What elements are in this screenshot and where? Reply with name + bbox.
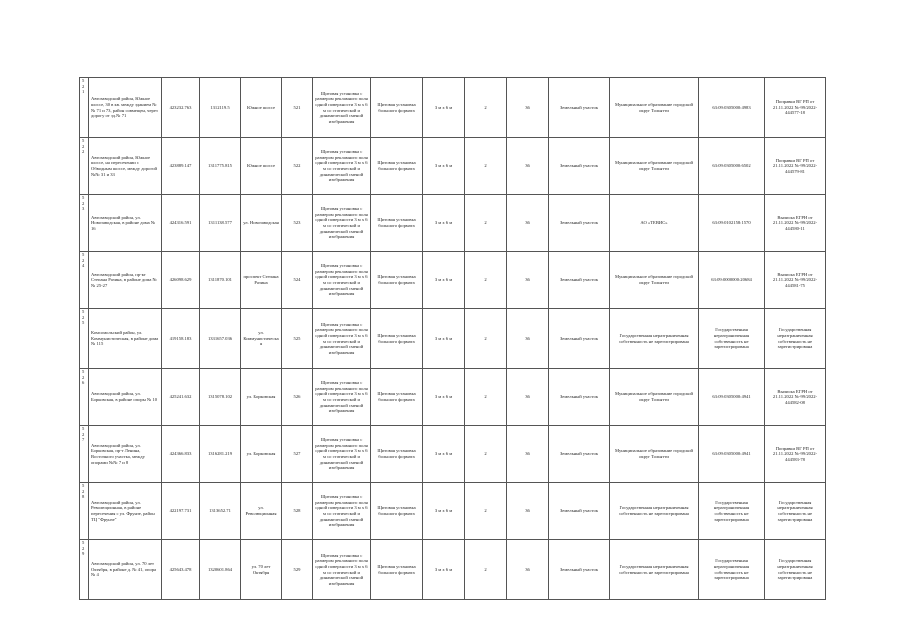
cadastral-number-cell: 63:09:0305000:4983	[699, 78, 765, 138]
registration-note-cell: Поправки ВГ РП от 21.11.2022 №-99/2022-444577-18	[765, 78, 826, 138]
construction-type-cell: Щитовая установка с размером рекламного поля одной поверхности 3 м х 6 м со статической и динамической сменой изображения	[313, 195, 371, 252]
sides-count-cell: 2	[465, 195, 507, 252]
area-cell: 36	[507, 78, 549, 138]
area-cell: 36	[507, 195, 549, 252]
land-type-cell: Земельный участок	[549, 540, 610, 600]
address-cell: Комсомольский район, ул. Коммунистическая, в районе дома № 115	[89, 309, 162, 369]
address-cell: Автозаводский район, ул. 70 лет Октября, в районе д. № 41, опора № 4	[89, 540, 162, 600]
location-number-cell: 525	[282, 309, 313, 369]
table-row	[80, 252, 826, 309]
table-row	[80, 195, 826, 252]
row-number: 521	[80, 78, 89, 138]
cadastral-number-cell: Государственная неразграниченная собственность не зарегистрирована	[699, 540, 765, 600]
construction-kind-cell: Щитовая установка большого формата	[371, 426, 423, 483]
construction-type-cell: Щитовая установка с размером рекламного поля одной поверхности 3 м х 6 м со статической и динамической сменой изображения	[313, 309, 371, 369]
land-type-cell: Земельный участок	[549, 252, 610, 309]
construction-kind-cell: Щитовая установка большого формата	[371, 309, 423, 369]
area-cell: 36	[507, 309, 549, 369]
sides-count-cell: 2	[465, 309, 507, 369]
sides-count-cell: 2	[465, 426, 507, 483]
field-size-cell: 3 м х 6 м	[423, 195, 465, 252]
owner-cell: Государственная неразграниченная собственность не зарегистрирована	[610, 483, 699, 540]
document-page	[79, 77, 825, 600]
address-cell: Автозаводский район, пр-кт Степана Разина, в районе дома №№ 25-27	[89, 252, 162, 309]
cadastral-number-cell: 63:09:0305000:4941	[699, 369, 765, 426]
row-number: 525	[80, 309, 89, 369]
land-type-cell: Земельный участок	[549, 78, 610, 138]
construction-type-cell: Щитовая установка с размером рекламного поля одной поверхности 3 м х 6 м со статической и динамической сменой изображения	[313, 252, 371, 309]
sides-count-cell: 2	[465, 252, 507, 309]
coord-x-cell: 422197.731	[162, 483, 200, 540]
coord-y-cell: 1320601.864	[200, 540, 241, 600]
street-cell: проспект Степана Разина	[241, 252, 282, 309]
land-type-cell: Земельный участок	[549, 426, 610, 483]
field-size-cell: 3 м х 6 м	[423, 369, 465, 426]
table-row	[80, 540, 826, 600]
row-number: 529	[80, 540, 89, 600]
coord-x-cell: 425643.478	[162, 540, 200, 600]
area-cell: 36	[507, 138, 549, 195]
address-cell: Автозаводский район, ул. Борковская, пр-т Ленина, Восточного участка, между опорами №№ 7 и 8	[89, 426, 162, 483]
construction-kind-cell: Щитовая установка большого формата	[371, 195, 423, 252]
area-cell: 36	[507, 483, 549, 540]
coord-y-cell: 1331657.036	[200, 309, 241, 369]
street-cell: ул. 70 лет Октября	[241, 540, 282, 600]
coord-x-cell: 425241.632	[162, 369, 200, 426]
coord-y-cell: 1312119.5	[200, 78, 241, 138]
field-size-cell: 3 м х 6 м	[423, 309, 465, 369]
street-cell: ул. Борковская	[241, 426, 282, 483]
table-row	[80, 78, 826, 138]
location-number-cell: 528	[282, 483, 313, 540]
registration-note-cell: Государственная неразграниченная собственность не зарегистрирована	[765, 483, 826, 540]
registration-note-cell: Поправки ВГ РП от 21.11.2022 №-99/2022-444583-78	[765, 426, 826, 483]
location-number-cell: 527	[282, 426, 313, 483]
coord-y-cell: 1311138.577	[200, 195, 241, 252]
address-cell: Автозаводский район, Южное шоссе, на пересечении с Обводным шоссе, между дорогой №№ 31 и 33	[89, 138, 162, 195]
construction-kind-cell: Щитовая установка большого формата	[371, 483, 423, 540]
ad-placement-table	[79, 77, 826, 600]
row-number: 527	[80, 426, 89, 483]
table-row	[80, 426, 826, 483]
registration-note-cell: Выписка ЕГРН от 21.11.2022 №-99/2022-444582-08	[765, 369, 826, 426]
address-cell: Автозаводский район, ул. Новозаводская, в районе дома № 16	[89, 195, 162, 252]
cadastral-number-cell: 63:09:0000000:20684	[699, 252, 765, 309]
owner-cell: Государственная неразграниченная собственность не зарегистрирована	[610, 540, 699, 600]
coord-y-cell: 1311870.101	[200, 252, 241, 309]
owner-cell: Муниципальное образование городской округ Тольятти	[610, 138, 699, 195]
cadastral-number-cell: Государственная неразграниченная собственность не зарегистрирована	[699, 309, 765, 369]
coord-y-cell: 1311775.815	[200, 138, 241, 195]
row-number: 523	[80, 195, 89, 252]
cadastral-number-cell: Государственная неразграниченная собственность не зарегистрирована	[699, 483, 765, 540]
coord-y-cell: 1313652.71	[200, 483, 241, 540]
registration-note-cell: Выписка ЕГРН от 21.11.2022 №-99/2022-444581-75	[765, 252, 826, 309]
location-number-cell: 522	[282, 138, 313, 195]
location-number-cell: 521	[282, 78, 313, 138]
street-cell: Южное шоссе	[241, 138, 282, 195]
coord-x-cell: 423889.147	[162, 138, 200, 195]
field-size-cell: 3 м х 6 м	[423, 483, 465, 540]
coord-x-cell: 426098.629	[162, 252, 200, 309]
street-cell: ул. Борковская	[241, 369, 282, 426]
sides-count-cell: 2	[465, 78, 507, 138]
row-number: 522	[80, 138, 89, 195]
construction-type-cell: Щитовая установка с размером рекламного поля одной поверхности 3 м х 6 м со статической и динамической сменой изображения	[313, 540, 371, 600]
row-number: 528	[80, 483, 89, 540]
registration-note-cell: Государственная неразграниченная собственность не зарегистрирована	[765, 540, 826, 600]
location-number-cell: 529	[282, 540, 313, 600]
table-row	[80, 138, 826, 195]
land-type-cell: Земельный участок	[549, 138, 610, 195]
coord-x-cell: 419158.183	[162, 309, 200, 369]
table-row	[80, 369, 826, 426]
construction-type-cell: Щитовая установка с размером рекламного поля одной поверхности 3 м х 6 м со статической и динамической сменой изображения	[313, 426, 371, 483]
owner-cell: Муниципальное образование городской округ Тольятти	[610, 78, 699, 138]
street-cell: ул. Коммунистическая	[241, 309, 282, 369]
field-size-cell: 3 м х 6 м	[423, 426, 465, 483]
sides-count-cell: 2	[465, 369, 507, 426]
street-cell: ул. Новозаводская	[241, 195, 282, 252]
owner-cell: Муниципальное образование городской округ Тольятти	[610, 369, 699, 426]
construction-kind-cell: Щитовая установка большого формата	[371, 138, 423, 195]
street-cell: Южное шоссе	[241, 78, 282, 138]
land-type-cell: Земельный участок	[549, 195, 610, 252]
construction-kind-cell: Щитовая установка большого формата	[371, 540, 423, 600]
table-row	[80, 309, 826, 369]
cadastral-number-cell: 63:09:0305000:6502	[699, 138, 765, 195]
land-type-cell: Земельный участок	[549, 309, 610, 369]
coord-y-cell: 1315078.102	[200, 369, 241, 426]
construction-kind-cell: Щитовая установка большого формата	[371, 252, 423, 309]
area-cell: 36	[507, 426, 549, 483]
coord-x-cell: 424316.591	[162, 195, 200, 252]
address-cell: Автозаводский район, ул. Борковская, в районе опоры № 10	[89, 369, 162, 426]
field-size-cell: 3 м х 6 м	[423, 252, 465, 309]
area-cell: 36	[507, 540, 549, 600]
land-type-cell: Земельный участок	[549, 369, 610, 426]
owner-cell: Муниципальное образование городской округ Тольятти	[610, 252, 699, 309]
sides-count-cell: 2	[465, 540, 507, 600]
field-size-cell: 3 м х 6 м	[423, 540, 465, 600]
construction-type-cell: Щитовая установка с размером рекламного поля одной поверхности 3 м х 6 м со статической и динамической сменой изображения	[313, 138, 371, 195]
cadastral-number-cell: 63:09:0102158:1570	[699, 195, 765, 252]
location-number-cell: 523	[282, 195, 313, 252]
owner-cell: Муниципальное образование городской округ Тольятти	[610, 426, 699, 483]
construction-kind-cell: Щитовая установка большого формата	[371, 369, 423, 426]
location-number-cell: 524	[282, 252, 313, 309]
field-size-cell: 3 м х 6 м	[423, 138, 465, 195]
table-row	[80, 483, 826, 540]
construction-kind-cell: Щитовая установка большого формата	[371, 78, 423, 138]
owner-cell: Государственная неразграниченная собственность не зарегистрирована	[610, 309, 699, 369]
area-cell: 36	[507, 369, 549, 426]
construction-type-cell: Щитовая установка с размером рекламного поля одной поверхности 3 м х 6 м со статической и динамической сменой изображения	[313, 369, 371, 426]
construction-type-cell: Щитовая установка с размером рекламного поля одной поверхности 3 м х 6 м со статической и динамической сменой изображения	[313, 483, 371, 540]
location-number-cell: 526	[282, 369, 313, 426]
owner-cell: АО «ТЕВИС»	[610, 195, 699, 252]
coord-x-cell: 424366.833	[162, 426, 200, 483]
coord-x-cell: 423232.763	[162, 78, 200, 138]
coord-y-cell: 1316281.219	[200, 426, 241, 483]
row-number: 524	[80, 252, 89, 309]
area-cell: 36	[507, 252, 549, 309]
address-cell: Автозаводский район, Южное шоссе, 30 в кв. между зданием №№ 71 и 73, район совмещен, через дорогу от зд.№ 71	[89, 78, 162, 138]
address-cell: Автозаводский район, ул. Революционная, в районе пересечения с ул. Фрунзе, район ТЦ "Фрунзе"	[89, 483, 162, 540]
construction-type-cell: Щитовая установка с размером рекламного поля одной поверхности 3 м х 6 м со статической и динамической сменой изображения	[313, 78, 371, 138]
sides-count-cell: 2	[465, 138, 507, 195]
registration-note-cell: Государственная неразграниченная собственность не зарегистрирована	[765, 309, 826, 369]
registration-note-cell: Поправки ВГ РП от 21.11.2022 №-99/2022-444579-81	[765, 138, 826, 195]
sides-count-cell: 2	[465, 483, 507, 540]
cadastral-number-cell: 63:09:0305000:4941	[699, 426, 765, 483]
row-number: 526	[80, 369, 89, 426]
land-type-cell: Земельный участок	[549, 483, 610, 540]
field-size-cell: 3 м х 6 м	[423, 78, 465, 138]
street-cell: ул. Революционная	[241, 483, 282, 540]
registration-note-cell: Выписка ЕГРН от 21.11.2022 №-99/2022-444580-11	[765, 195, 826, 252]
